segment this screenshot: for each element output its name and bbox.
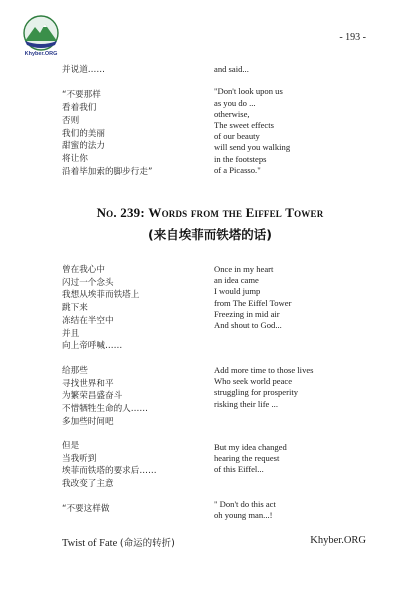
poem-title	[0, 205, 420, 243]
intro-cn-line: 看着我们	[62, 103, 97, 114]
stanza-2-en-line: Add more time to those lives	[214, 365, 314, 375]
stanza-2-en-line: risking their life ...	[214, 398, 278, 409]
stanza-2-english	[214, 365, 314, 410]
stanza-2-chinese	[62, 365, 148, 429]
khyber-logo	[18, 14, 64, 64]
stanza-4-en-line: oh young man...!	[214, 510, 273, 521]
stanza-1-cn-line: 曾在我心中	[62, 265, 105, 275]
stanza-2-cn-line: 不惜牺牲生命的人……	[62, 404, 148, 415]
mountain-globe-icon	[18, 14, 64, 52]
stanza-1-cn-line: 我想从埃菲而铁塔上	[62, 290, 140, 301]
page-number: - 193 -	[339, 32, 366, 43]
stanza-2-cn-line: 为繁荣昌盛奋斗	[62, 391, 123, 402]
intro-cn-line: 甜蜜的法力	[62, 141, 105, 152]
stanza-1-cn-line: 向上帝呼喊……	[62, 341, 123, 352]
intro-en-line: of a Picasso."	[214, 164, 261, 175]
intro-en-line: as you do ...	[214, 97, 256, 108]
intro-cn-line: “不要那样	[62, 90, 101, 101]
stanza-3-cn-line: 当我听到	[62, 453, 97, 464]
intro-en-line: "Don't look upon us	[214, 86, 283, 97]
intro-en-line: will send you walking	[214, 142, 291, 153]
book-title-english: Twist of Fate	[62, 538, 118, 549]
stanza-3-en-line: of this Eiffel...	[214, 464, 264, 475]
intro-cn-line: 否则	[62, 115, 80, 126]
stanza-2-en-line: struggling for prosperity	[214, 387, 299, 398]
intro-en-line: The sweet effects	[214, 120, 274, 131]
poem-title-chinese: (来自埃菲而铁塔的话)	[148, 227, 272, 242]
stanza-3-cn-line: 我改变了主意	[62, 479, 114, 490]
stanza-2-cn-line: 多加些时间吧	[62, 416, 114, 427]
stanza-3-cn-line: 埃菲而铁塔的要求后……	[62, 466, 157, 477]
stanza-1-en-line: Freezing in mid air	[214, 308, 280, 319]
stanza-3-chinese	[62, 440, 157, 491]
poem-number: No. 239:	[96, 205, 145, 220]
stanza-1-en-line: from The Eiffel Tower	[214, 297, 292, 308]
book-title-chinese: (命运的转折)	[119, 538, 175, 549]
stanza-2-cn-line: 给那些	[62, 366, 88, 376]
intro-cn-line: 我们的美丽	[62, 128, 105, 139]
stanza-4-chinese	[62, 503, 109, 516]
stanza-1-chinese	[62, 264, 139, 353]
intro-cn-line: 沿着毕加索的脚步行走”	[62, 166, 153, 177]
intro-cn-line	[62, 77, 152, 90]
intro-cn-line: 并说道……	[62, 65, 105, 75]
intro-en-line: and said...	[214, 64, 249, 74]
stanza-3-cn-line: 但是	[62, 441, 80, 451]
stanza-3-english	[214, 442, 287, 476]
intro-english-text	[214, 64, 290, 176]
stanza-1-en-line: Once in my heart	[214, 264, 274, 274]
stanza-1-cn-line: 冻结在半空中	[62, 315, 114, 326]
stanza-4-en-line: " Don't do this act	[214, 499, 276, 509]
stanza-1-cn-line: 跳下来	[62, 303, 88, 314]
stanza-1-en-line: I would jump	[214, 286, 261, 297]
stanza-1-en-line: And shout to God...	[214, 320, 282, 331]
poem-title-english: Words from the Eiffel Tower	[148, 205, 324, 220]
intro-en-line	[214, 75, 290, 86]
stanza-4-cn-line: “不要这样做	[62, 504, 110, 514]
stanza-2-en-line: Who seek world peace	[214, 376, 293, 387]
intro-en-line: in the footsteps	[214, 153, 267, 164]
stanza-3-en-line: hearing the request	[214, 453, 280, 464]
intro-chinese-text	[62, 64, 152, 178]
intro-en-line: otherwise,	[214, 108, 250, 119]
stanza-2-cn-line: 寻找世界和平	[62, 378, 114, 389]
book-title	[62, 535, 175, 549]
logo-text: Khyber.ORG	[24, 51, 58, 57]
site-name: Khyber.ORG	[310, 535, 366, 546]
stanza-1-cn-line: 闪过一个念头	[62, 277, 114, 288]
stanza-1-en-line: an idea came	[214, 275, 259, 286]
intro-en-line: of our beauty	[214, 131, 260, 142]
intro-cn-line: 将让你	[62, 153, 88, 164]
stanza-3-en-line: But my idea changed	[214, 442, 287, 452]
stanza-4-english	[214, 499, 276, 521]
stanza-1-cn-line: 并且	[62, 328, 80, 339]
stanza-1-english	[214, 264, 291, 331]
